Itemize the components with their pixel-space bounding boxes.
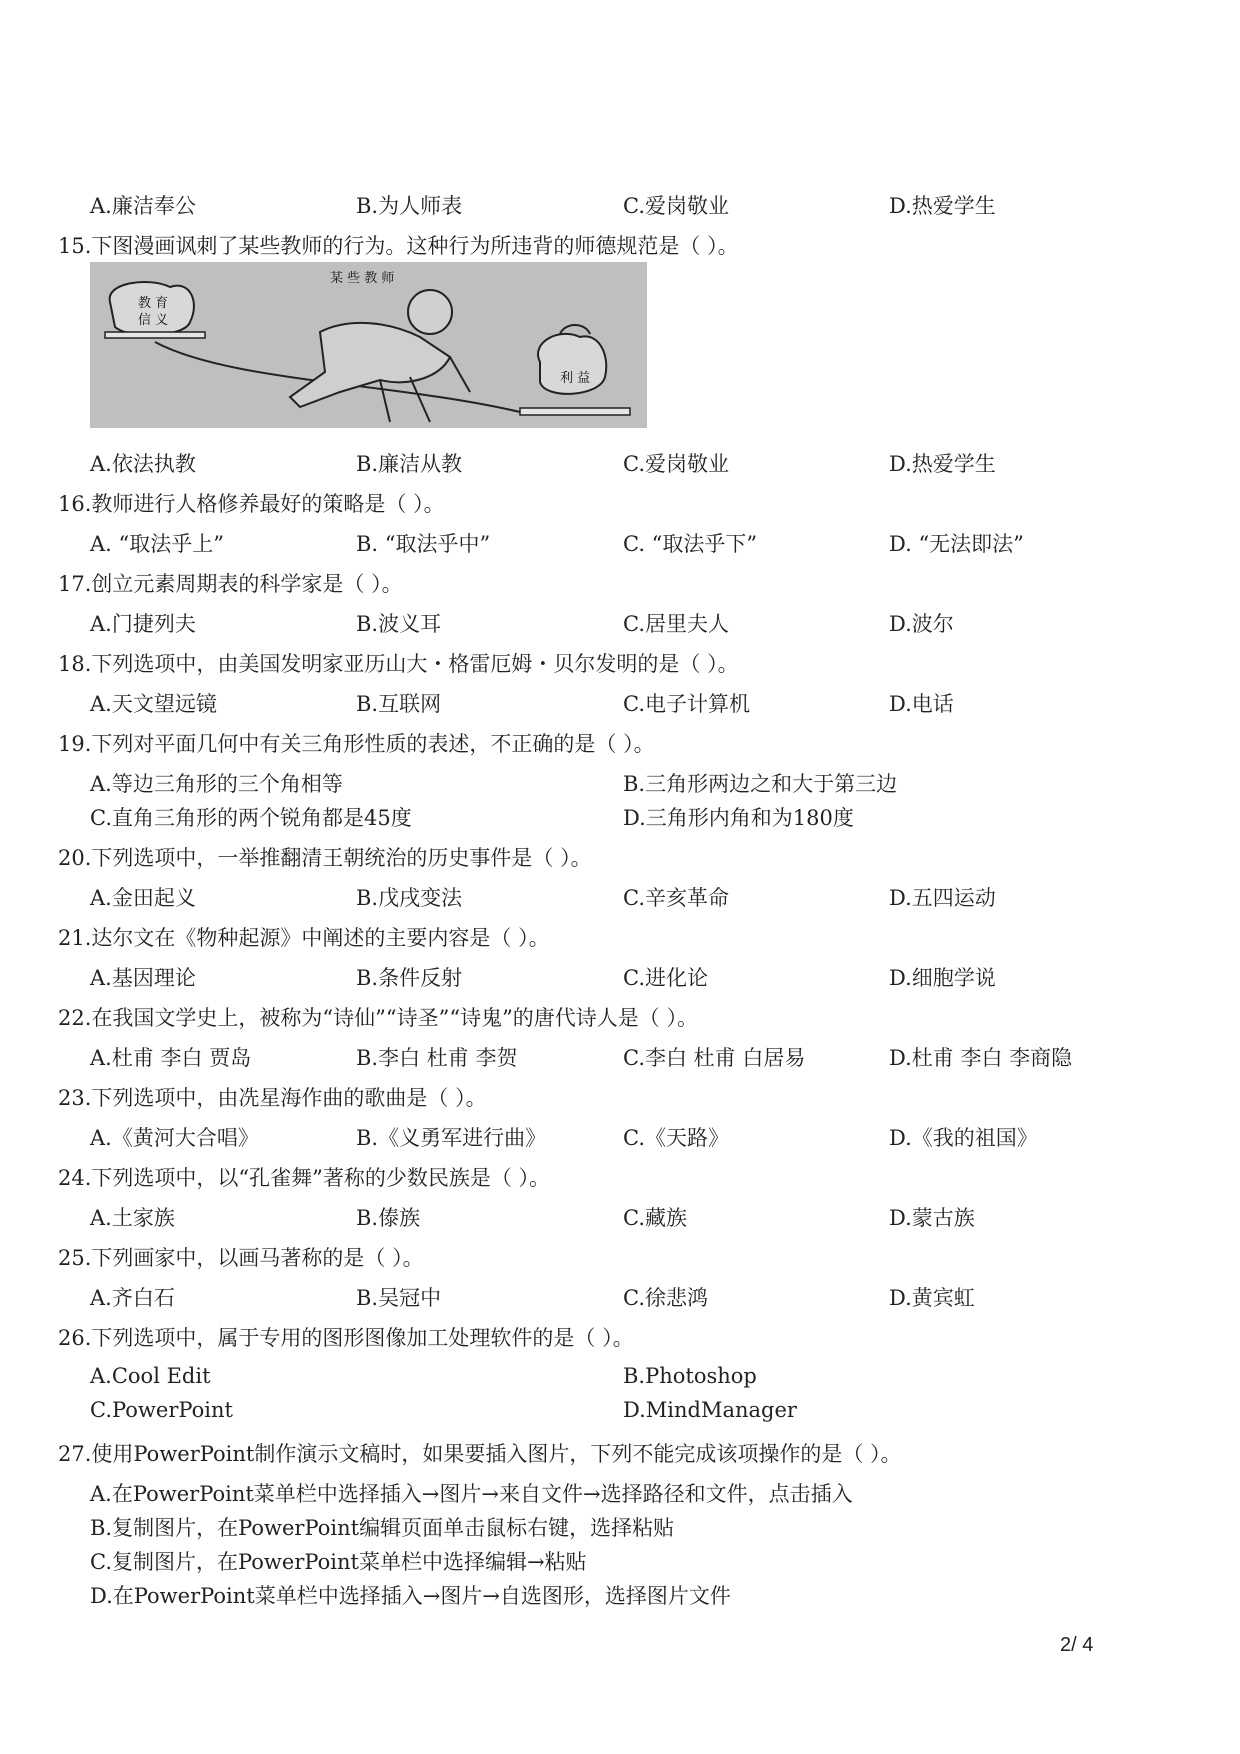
q18-option-b: B.互联网	[356, 692, 442, 716]
q26-option-d: D.MindManager	[623, 1398, 797, 1422]
q18-options	[90, 688, 1090, 720]
q19-option-b: B.三角形两边之和大于第三边	[623, 772, 898, 796]
q14-option-b: B.为人师表	[356, 194, 463, 218]
q19-stem: 19.下列对平面几何中有关三角形性质的表述，不正确的是（ ）。	[58, 732, 655, 756]
q21-options	[90, 962, 1090, 994]
q19-options-row1	[90, 768, 1090, 800]
q26-stem: 26.下列选项中，属于专用的图形图像加工处理软件的是（ ）。	[58, 1326, 634, 1350]
q27-stem: 27.使用PowerPoint制作演示文稿时，如果要插入图片，下列不能完成该项操作的是（ ）。	[58, 1442, 902, 1466]
q25-stem: 25.下列画家中，以画马著称的是（ ）。	[58, 1246, 424, 1270]
q14-option-c: C.爱岗敬业	[623, 194, 729, 218]
q14-options	[90, 190, 1090, 222]
q15-cartoon-image	[90, 262, 647, 428]
q21-option-d: D.细胞学说	[889, 966, 996, 990]
cartoon-drawing	[90, 262, 647, 428]
q15-option-b: B.廉洁从教	[356, 452, 463, 476]
q19-option-c: C.直角三角形的两个锐角都是45度	[90, 806, 412, 830]
q26-option-b: B.Photoshop	[623, 1364, 757, 1388]
page-number: 2/ 4	[1060, 1634, 1094, 1656]
teacher-head	[408, 290, 452, 334]
q20-option-c: C.辛亥革命	[623, 886, 729, 910]
q20-option-d: D.五四运动	[889, 886, 996, 910]
q25-option-d: D.黄宾虹	[889, 1286, 975, 1310]
q21-option-a: A.基因理论	[90, 966, 196, 990]
cartoon-label-top: 某 些 教 师	[330, 271, 395, 286]
q15-option-a: A.依法执教	[90, 452, 196, 476]
q24-stem: 24.下列选项中，以“孔雀舞”著称的少数民族是（ ）。	[58, 1166, 551, 1190]
q26-options-row2	[90, 1398, 1090, 1430]
q15-option-d: D.热爱学生	[889, 452, 996, 476]
q27-option-b: B.复制图片，在PowerPoint编辑页面单击鼠标右键，选择粘贴	[90, 1516, 675, 1540]
q19-options-row2	[90, 802, 1090, 834]
q23-option-a: A.《黄河大合唱》	[90, 1126, 259, 1150]
q16-option-b: B. “取法乎中”	[356, 532, 491, 556]
q18-option-a: A.天文望远镜	[90, 692, 217, 716]
q14-option-a: A.廉洁奉公	[90, 194, 196, 218]
q22-option-d: D.杜甫 李白 李商隐	[889, 1046, 1073, 1070]
q19-option-a: A.等边三角形的三个角相等	[90, 772, 343, 796]
q16-option-d: D. “无法即法”	[889, 532, 1024, 556]
q16-stem: 16.教师进行人格修养最好的策略是（ ）。	[58, 492, 445, 516]
q21-option-b: B.条件反射	[356, 966, 463, 990]
q22-options	[90, 1042, 1090, 1074]
q17-options	[90, 608, 1090, 640]
q20-option-b: B.戊戌变法	[356, 886, 463, 910]
q18-option-c: C.电子计算机	[623, 692, 750, 716]
q23-option-c: C.《天路》	[623, 1126, 729, 1150]
q18-option-d: D.电话	[889, 692, 954, 716]
q27-option-d: D.在PowerPoint菜单栏中选择插入→图片→自选图形，选择图片文件	[90, 1584, 731, 1608]
q27-option-a: A.在PowerPoint菜单栏中选择插入→图片→来自文件→选择路径和文件，点击插入	[90, 1482, 853, 1506]
q17-option-d: D.波尔	[889, 612, 954, 636]
q17-stem: 17.创立元素周期表的科学家是（ ）。	[58, 572, 403, 596]
q15-options	[90, 448, 1090, 480]
q20-stem: 20.下列选项中，一举推翻清王朝统治的历史事件是（ ）。	[58, 846, 592, 870]
q25-option-c: C.徐悲鸿	[623, 1286, 708, 1310]
q22-stem: 22.在我国文学史上，被称为“诗仙”“诗圣”“诗鬼”的唐代诗人是（ ）。	[58, 1006, 698, 1030]
q24-option-c: C.藏族	[623, 1206, 687, 1230]
q25-options	[90, 1282, 1090, 1314]
q25-option-b: B.吴冠中	[356, 1286, 442, 1310]
q21-option-c: C.进化论	[623, 966, 708, 990]
q23-stem: 23.下列选项中，由冼星海作曲的歌曲是（ ）。	[58, 1086, 487, 1110]
q16-option-a: A. “取法乎上”	[90, 532, 224, 556]
q22-option-b: B.李白 杜甫 李贺	[356, 1046, 518, 1070]
cartoon-label-left1: 教 育	[138, 296, 169, 311]
q27-option-c: C.复制图片，在PowerPoint菜单栏中选择编辑→粘贴	[90, 1550, 587, 1574]
q26-option-a: A.Cool Edit	[90, 1364, 211, 1388]
q20-option-a: A.金田起义	[90, 886, 196, 910]
q16-option-c: C. “取法乎下”	[623, 532, 758, 556]
q20-options	[90, 882, 1090, 914]
q15-stem: 15.下图漫画讽刺了某些教师的行为。这种行为所违背的师德规范是（ ）。	[58, 234, 739, 258]
q18-stem: 18.下列选项中，由美国发明家亚历山大・格雷厄姆・贝尔发明的是（ ）。	[58, 652, 739, 676]
cartoon-label-right: 利 益	[560, 371, 591, 386]
q23-option-b: B.《义勇军进行曲》	[356, 1126, 547, 1150]
q22-option-c: C.李白 杜甫 白居易	[623, 1046, 806, 1070]
q24-option-d: D.蒙古族	[889, 1206, 975, 1230]
q22-option-a: A.杜甫 李白 贾岛	[90, 1046, 252, 1070]
q23-option-d: D.《我的祖国》	[889, 1126, 1038, 1150]
q17-option-a: A.门捷列夫	[90, 612, 196, 636]
q14-option-d: D.热爱学生	[889, 194, 996, 218]
q24-option-b: B.傣族	[356, 1206, 421, 1230]
q25-option-a: A.齐白石	[90, 1286, 175, 1310]
q15-option-c: C.爱岗敬业	[623, 452, 729, 476]
q19-option-d: D.三角形内角和为180度	[623, 806, 854, 830]
q21-stem: 21.达尔文在《物种起源》中阐述的主要内容是（ ）。	[58, 926, 550, 950]
cartoon-label-left2: 信 义	[138, 313, 169, 328]
q16-options	[90, 528, 1090, 560]
q26-option-c: C.PowerPoint	[90, 1398, 233, 1422]
q24-options	[90, 1202, 1090, 1234]
q26-options-row1	[90, 1364, 1090, 1396]
q17-option-c: C.居里夫人	[623, 612, 729, 636]
q23-options	[90, 1122, 1090, 1154]
q24-option-a: A.土家族	[90, 1206, 175, 1230]
q17-option-b: B.波义耳	[356, 612, 442, 636]
